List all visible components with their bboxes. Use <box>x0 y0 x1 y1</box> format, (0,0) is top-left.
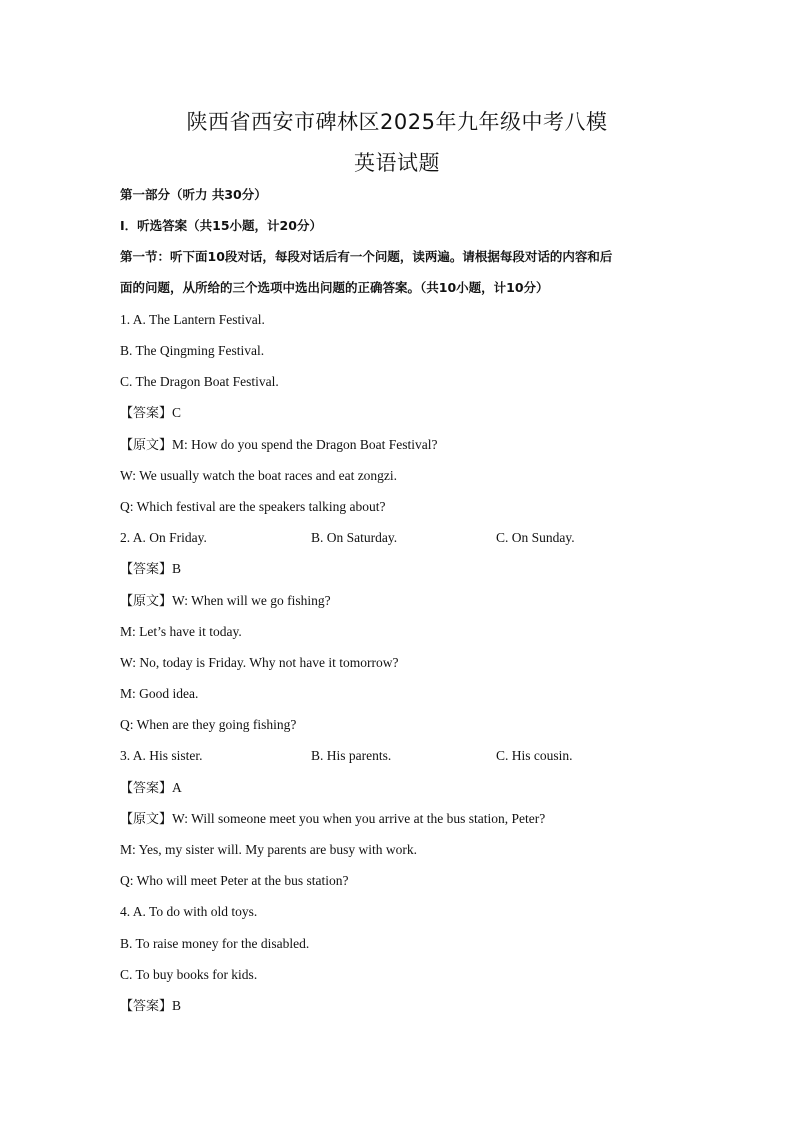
instruction-line-2: 面的问题，从所给的三个选项中选出问题的正确答案。（共10小题，计10分） <box>120 280 549 295</box>
q2-answer <box>120 560 181 579</box>
part-heading: 第一部分（听力 共30分） <box>120 187 267 202</box>
q4-option-a: 4. A. To do with old toys. <box>120 904 258 919</box>
q2-script-line-5: Q: When are they going fishing? <box>120 717 297 732</box>
q2-script-line-3: W: No, today is Friday. Why not have it tomorrow? <box>120 655 399 670</box>
q3-answer <box>120 779 182 798</box>
q2-option-a: 2. A. On Friday. <box>120 530 207 545</box>
q2-script-line-2: M: Let’s have it today. <box>120 624 242 639</box>
q2-option-c: C. On Sunday. <box>496 530 575 545</box>
answer-tag: 【答案】 <box>120 562 173 577</box>
q2-script-line-4: M: Good idea. <box>120 686 199 701</box>
q1-option-b: B. The Qingming Festival. <box>120 343 265 358</box>
q1-script-line-3: Q: Which festival are the speakers talking about? <box>120 499 386 514</box>
q2-option-b: B. On Saturday. <box>311 530 398 545</box>
script-text: W: Will someone meet you when you arrive at the bus station, Peter? <box>172 811 546 826</box>
answer-value: B <box>172 998 182 1013</box>
q1-option-a: 1. A. The Lantern Festival. <box>120 312 265 327</box>
q1-answer <box>120 404 181 423</box>
q1-option-c: C. The Dragon Boat Festival. <box>120 374 279 389</box>
answer-value: B <box>172 561 182 576</box>
q3-option-a: 3. A. His sister. <box>120 748 203 763</box>
q2-script-line-1 <box>120 592 331 611</box>
document-title: 陕西省西安市碑林区2025年九年级中考八模 <box>186 110 608 134</box>
answer-tag: 【答案】 <box>120 406 173 421</box>
q1-script-line-1 <box>120 436 437 455</box>
answer-tag: 【答案】 <box>120 781 173 796</box>
script-tag: 【原文】 <box>120 438 173 453</box>
script-text: W: When will we go fishing? <box>172 593 331 608</box>
answer-tag: 【答案】 <box>120 999 173 1014</box>
answer-value: C <box>172 405 182 420</box>
script-text: M: How do you spend the Dragon Boat Festival? <box>172 437 438 452</box>
document-subtitle: 英语试题 <box>354 151 440 175</box>
script-tag: 【原文】 <box>120 594 173 609</box>
answer-value: A <box>172 780 182 795</box>
subsection-heading: Ⅰ．听选答案（共15小题，计20分） <box>120 218 322 233</box>
q3-script-line-1 <box>120 810 545 829</box>
q3-script-line-3: Q: Who will meet Peter at the bus station? <box>120 873 349 888</box>
q1-script-line-2: W: We usually watch the boat races and eat zongzi. <box>120 468 398 483</box>
q3-option-c: C. His cousin. <box>496 748 573 763</box>
q4-answer <box>120 997 181 1016</box>
instruction-line-1: 第一节：听下面10段对话，每段对话后有一个问题，读两遍。请根据每段对话的内容和后 <box>120 249 613 264</box>
q3-script-line-2: M: Yes, my sister will. My parents are busy with work. <box>120 842 417 857</box>
q4-option-c: C. To buy books for kids. <box>120 967 258 982</box>
q4-option-b: B. To raise money for the disabled. <box>120 936 310 951</box>
script-tag: 【原文】 <box>120 812 173 827</box>
q3-option-b: B. His parents. <box>311 748 392 763</box>
